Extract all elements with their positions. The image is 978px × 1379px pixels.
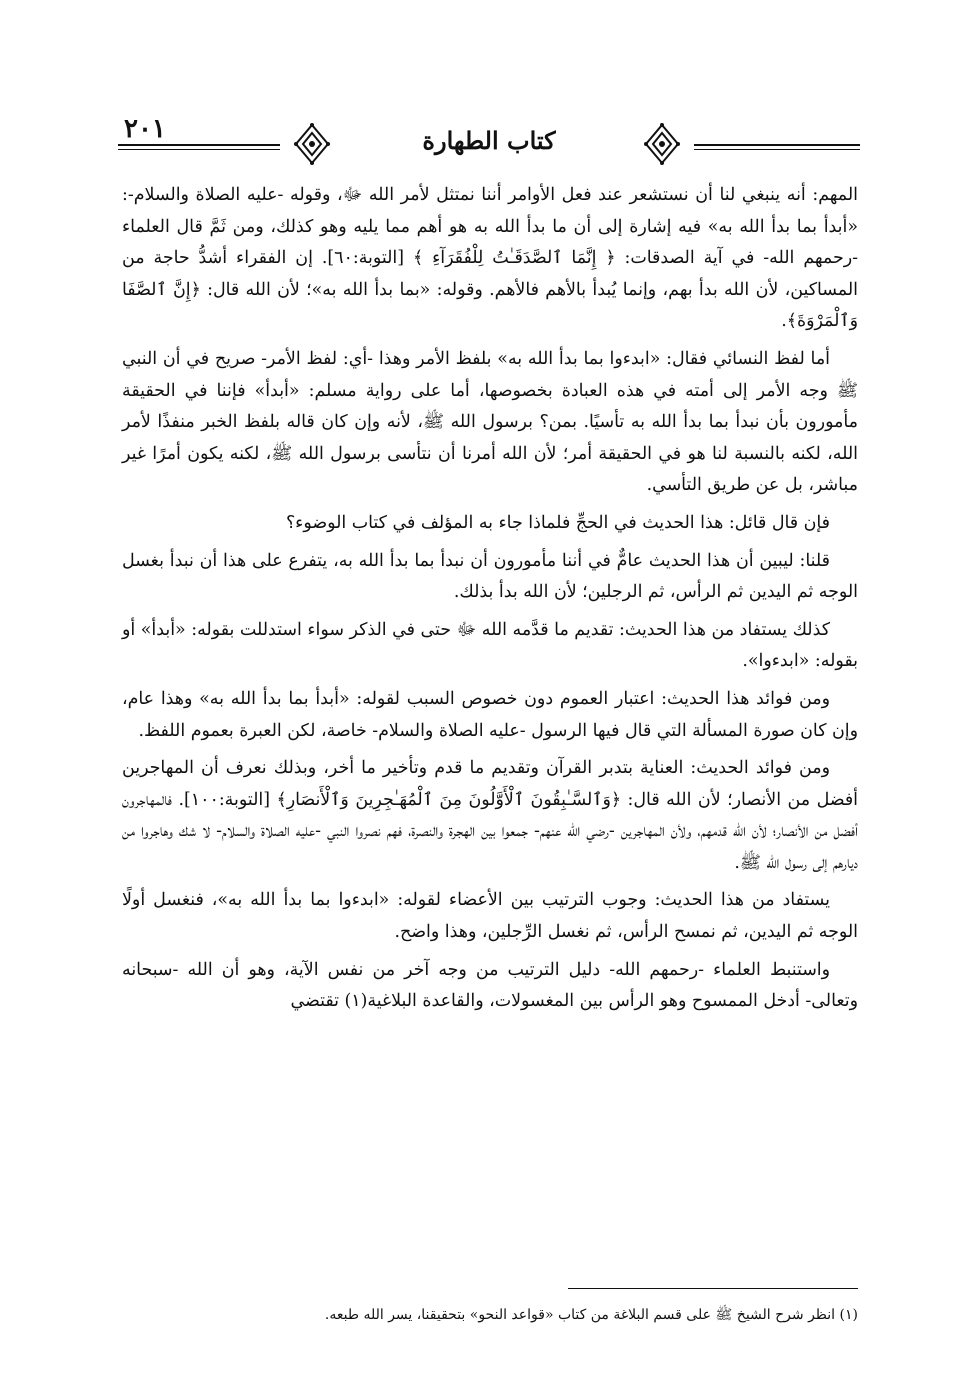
paragraph-1: المهم: أنه ينبغي لنا أن نستشعر عند فعل الأوامر أننا نمتثل لأمر الله ﷻ، وقوله -عليه الصلاة والسلام-: «أبدأ بما بدأ الله به» فيه إشارة إلى أن ما بدأ الله به هو أهم مما يليه وهو كذلك، ومن ثَمَّ قال العلماء -رحمهم الله- في آية الصدقات: ﴿ إِنَّمَا ٱلصَّدَقَـٰتُ لِلْفُقَرَآءِ ﴾ [التوبة:٦٠]. إن الفقراء أشدُّ حاجة من المساكين، لأن الله بدأ بهم، وإنما يُبدأ بالأهم فالأهم. وقوله: «بما بدأ الله به»؛ لأن الله قال: ﴿إِنَّ ٱلصَّفَا وَٱلْمَرْوَةَ﴾. (122, 185, 858, 332)
paragraph-4: قلنا: ليبين أن هذا الحديث عامٌّ في أننا مأمورون أن نبدأ بما بدأ الله به، يتفرع على هذا أن نبدأ بغسل الوجه ثم اليدين ثم الرأس، ثم الرجلين؛ لأن الله بدأ بذلك. (122, 550, 858, 603)
paragraph-6: ومن فوائد هذا الحديث: اعتبار العموم دون خصوص السبب لقوله: «أبدأ بما بدأ الله به» وهذا عام، وإن كان صورة المسألة التي قال فيها الرسول -عليه الصلاة والسلام- خاصة، لكن العبرة بعموم اللفظ. (122, 688, 858, 741)
paragraph-3: فإن قال قائل: هذا الحديث في الحجِّ فلماذا جاء به المؤلف في كتاب الوضوء؟ (285, 512, 830, 533)
footnote: (١) انظر شرح الشيخ ﷺ على قسم البلاغة من كتاب «قواعد النحو» بتحقيقنا، يسر الله طبعه. (324, 1307, 858, 1323)
ornament-right-icon (640, 122, 684, 166)
paragraph-2: أما لفظ النسائي فقال: «ابدءوا بما بدأ الله به» بلفظ الأمر وهذا -أي: لفظ الأمر- صريح في أن النبي ﷺ وجه الأمر إلى أمته في هذه العبادة بخصوصها، أما على رواية مسلم: «أبدأ» فإننا في الحقيقة مأمورون بأن نبدأ بما بدأ الله به تأسيًا. بمن؟ برسول الله ﷺ، لأنه وإن كان قاله بلفظ الخبر منفذًا لأمر الله، لكنه بالنسبة لنا هو في الحقيقة أمر؛ لأن الله أمرنا أن نتأسى برسول الله ﷺ، لكنه يكون أمرًا غير مباشر، بل عن طريق التأسي. (122, 348, 858, 496)
header-rule-right-top (694, 144, 860, 146)
paragraph-8: يستفاد من هذا الحديث: وجوب الترتيب بين الأعضاء لقوله: «ابدءوا بما بدأ الله به»، فنغسل أولًا الوجه ثم اليدين، ثم نمسح الرأس، ثم نغسل الرِّجلين، وهذا واضح. (122, 890, 858, 943)
footnote-rule (568, 1288, 858, 1289)
page-title: كتاب الطهارة (422, 126, 556, 155)
page-header (118, 112, 860, 172)
page-number: ٢٠١ (124, 114, 166, 144)
paragraph-7: ومن فوائد الحديث: العناية بتدبر القرآن وتقديم ما قدم وتأخير ما أخر، وبذلك نعرف أن المهاجرين أفضل من الأنصار؛ لأن الله قال: ﴿وَٱلسَّـٰبِقُونَ ٱلْأَوَّلُونَ مِنَ ٱلْمُهَـٰجِرِينَ وَٱلْأَنصَارِ﴾ [التوبة:١٠٠]. فالمهاجرون أفضل من الأنصار؛ لأن الله قدمهم، ولأن المهاجرين -رضي الله عنهم- جمعوا بين الهجرة والنصرة، فهم نصروا النبي -عليه الصلاة والسلام- لا شك وهاجروا من ديارهم إلى رسول الله ﷺ. (122, 758, 859, 873)
main-text (122, 180, 858, 1024)
paragraph-5: كذلك يستفاد من هذا الحديث: تقديم ما قدَّمه الله ﷻ حتى في الذكر سواء استدللت بقوله: «أبدأ» أو بقوله: «ابدءوا». (122, 619, 858, 672)
header-rule-right-bottom (694, 149, 860, 150)
paragraph-9: واستنبط العلماء -رحمهم الله- دليل الترتيب من وجه آخر من نفس الآية، وهو أن الله -سبحانه وتعالى- أدخل الممسوح وهو الرأس بين المغسولات، والقاعدة البلاغية(١) تقتضي (122, 959, 858, 1012)
